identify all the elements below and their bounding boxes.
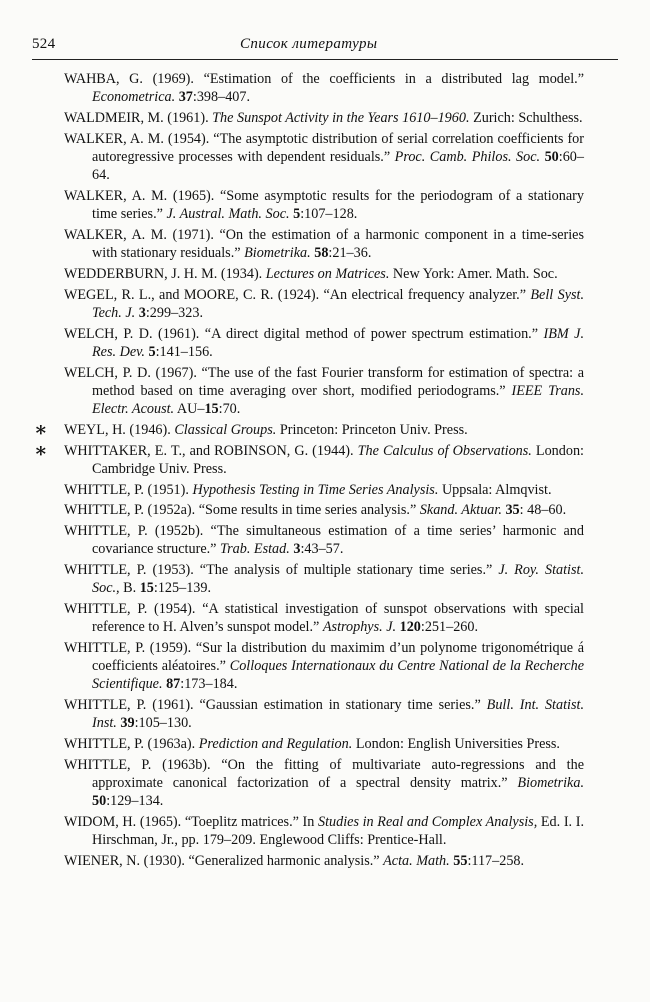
- reference-text: : 48–60.: [519, 502, 567, 519]
- reference-text: WALKER, A. M. (1954). “The asymptotic distribution of serial correlation coefficients for autoregressive processes with dependent residuals.”: [64, 130, 584, 165]
- reference-text: WIDOM, H. (1965). “Toeplitz matrices.” In: [64, 814, 318, 831]
- reference-text: B.: [119, 580, 140, 597]
- reference-text: :299–323.: [145, 304, 204, 321]
- reference-entry: [64, 852, 584, 870]
- reference-text: WHITTLE, P. (1963a).: [64, 736, 199, 753]
- reference-text: 3: [293, 541, 301, 558]
- reference-text: WHITTLE, P. (1953). “The analysis of multiple stationary time series.”: [64, 561, 499, 578]
- reference-text: WHITTAKER, E. T., and ROBINSON, G. (1944).: [64, 442, 358, 459]
- reference-text: WHITTLE, P. (1954). “A statistical investigation of sunspot observations with special reference to H. Alven’s sunspot model.”: [64, 600, 584, 636]
- reference-text: WALKER, A. M. (1965). “Some asymptotic results for the periodogram of a stationary time series.”: [64, 187, 584, 223]
- reference-text: 87: [166, 676, 181, 693]
- reference-text: Bull. Int. Statist. Inst.: [92, 697, 584, 732]
- reference-entry: [64, 70, 584, 107]
- reference-text: WALKER, A. M. (1971). “On the estimation of a harmonic component in a time-series with stationary residuals.”: [64, 226, 584, 262]
- reference-entry: [64, 735, 584, 753]
- reference-text: :129–134.: [106, 793, 164, 810]
- reference-text: New York: Amer. Math. Soc.: [389, 265, 558, 282]
- page-number: 524: [32, 36, 56, 52]
- reference-text: WAHBA, G. (1969). “Estimation of the coefficients in a distributed lag model.”: [64, 71, 584, 87]
- reference-text: 35: [505, 502, 520, 519]
- reference-entry: [64, 130, 584, 185]
- reference-text: Princeton: Princeton Univ. Press.: [276, 421, 468, 438]
- reference-text: :117–258.: [467, 853, 525, 870]
- reference-text: WALDMEIR, M. (1961).: [64, 109, 213, 126]
- reference-text: Trab. Estad.: [220, 541, 290, 558]
- reference-text: :173–184.: [180, 676, 238, 693]
- reference-text: 50: [92, 793, 107, 810]
- reference-text: 50: [544, 148, 559, 165]
- reference-entry: [64, 501, 584, 519]
- reference-text: J. Roy. Statist. Soc.,: [92, 561, 585, 597]
- reference-text: Bell Syst. Tech. J.: [92, 286, 585, 321]
- reference-text: :21–36.: [328, 245, 372, 262]
- reference-text: The Sunspot Activity in the Years 1610–1960.: [212, 109, 470, 126]
- reference-text: :251–260.: [420, 619, 479, 636]
- reference-text: J. Austral. Math. Soc.: [166, 206, 290, 223]
- reference-text: :141–156.: [155, 343, 213, 360]
- reference-text: Ed. I. I. Hirschman, Jr., pp. 179–209. Englewood Cliffs: Prentice-Hall.: [92, 814, 584, 849]
- reference-text: Zurich: Schulthess.: [469, 109, 583, 126]
- header-rule: [32, 59, 618, 60]
- reference-text: WELCH, P. D. (1967). “The use of the fast Fourier transform for estimation of spectra: a method based on time averaging over short, modified periodograms.”: [64, 364, 584, 399]
- reference-text: Econometrica.: [92, 89, 176, 106]
- reference-entry: [64, 226, 584, 263]
- reference-text: 39: [120, 715, 135, 732]
- reference-text: :125–139.: [153, 580, 212, 597]
- reference-text: :43–57.: [300, 541, 344, 558]
- reference-entry: [64, 756, 584, 811]
- reference-text: Lectures on Matrices.: [265, 265, 390, 282]
- reference-entry: [64, 325, 584, 362]
- reference-text: WIENER, N. (1930). “Generalized harmonic analysis.”: [64, 853, 384, 870]
- reference-text: 37: [178, 89, 193, 106]
- reference-text: WHITTLE, P. (1952a). “Some results in time series analysis.”: [64, 502, 420, 519]
- reference-text: Proc. Camb. Philos. Soc.: [394, 148, 541, 165]
- reference-text: WEGEL, R. L., and MOORE, C. R. (1924). “An electrical frequency analyzer.”: [64, 286, 531, 303]
- reference-entry: [34, 418, 584, 441]
- reference-text: WEYL, H. (1946).: [64, 421, 175, 438]
- reference-text: WEDDERBURN, J. H. M. (1934).: [64, 265, 266, 282]
- page-header: [32, 28, 618, 58]
- reference-text: :107–128.: [300, 206, 358, 223]
- reference-text: IBM J. Res. Dev.: [92, 325, 584, 360]
- reference-entry: [64, 561, 584, 598]
- reference-text: WELCH, P. D. (1961). “A direct digital method of power spectrum estimation.”: [64, 325, 544, 342]
- reference-text: Uppsala: Almqvist.: [438, 481, 552, 498]
- reference-text: 5: [148, 343, 156, 360]
- reference-text: Biometrika.: [517, 775, 584, 792]
- reference-text: Hypothesis Testing in Time Series Analysis.: [192, 481, 439, 498]
- reference-text: WHITTLE, P. (1951).: [64, 481, 193, 498]
- reference-entry: [64, 639, 584, 694]
- reference-text: Classical Groups.: [174, 421, 277, 438]
- reference-entry: [64, 265, 584, 283]
- reference-entry: [64, 109, 584, 127]
- asterisk-marker-icon: ∗: [34, 418, 48, 441]
- reference-text: London: English Universities Press.: [352, 736, 560, 753]
- running-title: Список литературы: [240, 36, 378, 52]
- reference-text: 58: [314, 245, 329, 262]
- reference-text: WHITTLE, P. (1952b). “The simultaneous estimation of a time series’ harmonic and covariance structure.”: [64, 522, 584, 558]
- reference-text: Biometrika.: [244, 245, 311, 262]
- reference-entry: [64, 696, 584, 733]
- reference-entry: [64, 522, 584, 559]
- reference-text: Astrophys. J.: [322, 619, 397, 636]
- reference-entry: [64, 600, 584, 637]
- reference-text: IEEE Trans. Electr. Acoust.: [92, 382, 585, 418]
- reference-entry: [64, 481, 584, 499]
- reference-entry: [64, 286, 584, 323]
- reference-entry: [64, 364, 584, 419]
- reference-text: WHITTLE, P. (1959). “Sur la distribution du maximim d’un polynome trigonométrique á coefficients aléatoires.”: [64, 639, 584, 675]
- reference-text: :60–64.: [92, 148, 584, 184]
- reference-text: :105–130.: [134, 715, 192, 732]
- reference-text: The Calculus of Observations.: [357, 442, 532, 459]
- reference-entry: [64, 187, 584, 224]
- reference-text: Colloques Internationaux du Centre National de la Recherche Scientifique.: [92, 658, 584, 693]
- reference-text: AU–: [174, 401, 205, 418]
- reference-text: Acta. Math.: [383, 853, 450, 870]
- reference-text: Skand. Aktuar.: [419, 502, 502, 519]
- reference-text: :70.: [218, 401, 241, 418]
- reference-text: 5: [293, 206, 301, 223]
- reference-text: 120: [399, 619, 421, 636]
- reference-list: [34, 70, 585, 873]
- reference-text: 15: [204, 401, 219, 418]
- reference-entry: [34, 439, 584, 479]
- reference-text: 3: [138, 304, 146, 321]
- reference-text: London: Cambridge Univ. Press.: [92, 442, 584, 477]
- reference-text: :398–407.: [192, 89, 251, 106]
- asterisk-marker-icon: ∗: [34, 439, 48, 462]
- reference-text: Studies in Real and Complex Analysis,: [318, 814, 538, 831]
- reference-text: Prediction and Regulation.: [198, 736, 353, 753]
- reference-text: WHITTLE, P. (1961). “Gaussian estimation in stationary time series.”: [64, 697, 487, 714]
- reference-text: WHITTLE, P. (1963b). “On the fitting of multivariate auto-regressions and the approximate canonical factorization of a spectral density matrix.”: [64, 756, 584, 792]
- reference-entry: [64, 813, 584, 850]
- reference-text: 15: [139, 580, 154, 597]
- reference-text: 55: [453, 853, 468, 870]
